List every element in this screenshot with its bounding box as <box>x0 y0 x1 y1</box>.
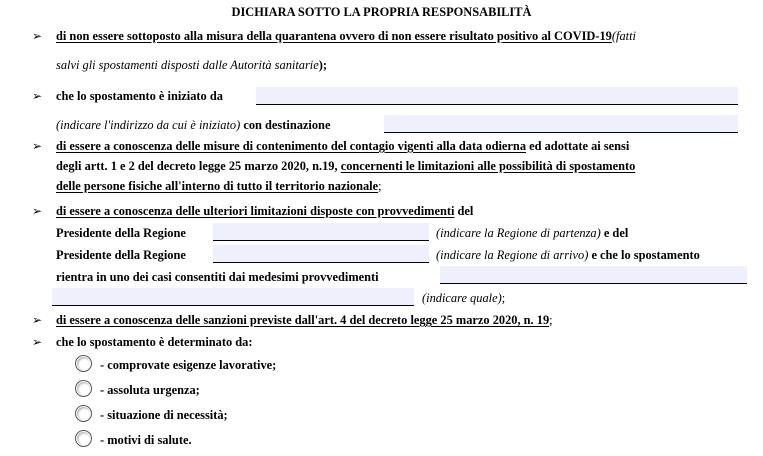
origin-hint: (indicare l'indirizzo da cui è iniziato) <box>56 118 241 132</box>
containment-line-2 <box>56 158 635 174</box>
radio-urgency[interactable] <box>75 380 92 397</box>
option-necessity-label: - situazione di necessità; <box>100 408 228 422</box>
page-title: DICHIARA SOTTO LA PROPRIA RESPONSABILITÀ <box>231 5 532 19</box>
sanctions-text: di essere a conoscenza delle sanzioni previste dall'art. 4 del decreto legge 25 marzo 2020, n. 19 <box>56 313 550 327</box>
quarantine-note-text: salvi gli spostamenti disposti dalle Autorità sanitarie <box>56 58 319 72</box>
further-limitations-text: di essere a conoscenza delle ulteriori limitazioni disposte con provvedimenti <box>56 204 455 218</box>
containment-line-1 <box>56 138 629 154</box>
quarantine-note-start: (fatti <box>611 29 636 43</box>
bullet-icon: ➢ <box>32 89 43 103</box>
radio-health[interactable] <box>75 430 92 447</box>
origin-address-input[interactable] <box>256 87 738 105</box>
radio-necessity[interactable] <box>75 405 92 422</box>
e-del-text: e del <box>603 226 629 240</box>
territory-text: delle persone fisiche all'interno di tutto il territorio nazionale <box>56 179 379 193</box>
allowed-case-end: ; <box>501 291 506 305</box>
departure-region-label: Presidente della Regione <box>56 226 186 240</box>
containment-end: ; <box>378 179 382 193</box>
departure-region-hint: (indicare la Regione di partenza) <box>436 226 601 240</box>
quarantine-statement-text: di non essere sottoposto alla misura della quarantena ovvero di non essere risultato positivo al COVID-19 <box>56 29 612 43</box>
quarantine-statement <box>56 28 636 44</box>
decree-reference: degli artt. 1 e 2 del decreto legge 25 marzo 2020, n.19, <box>56 159 338 173</box>
reason-label: che lo spostamento è determinato da: <box>56 335 253 349</box>
arrival-region-input[interactable] <box>213 245 429 263</box>
bullet-icon: ➢ <box>32 204 43 218</box>
quarantine-note <box>56 57 327 73</box>
destination-input[interactable] <box>384 115 738 133</box>
origin-hint-line <box>56 117 330 133</box>
allowed-cases-label: rientra in uno dei casi consentiti dai medesimi provvedimenti <box>56 270 379 284</box>
option-health-label: - motivi di salute. <box>100 433 192 447</box>
quarantine-note-end: ); <box>318 58 328 72</box>
allowed-case-hint-line <box>422 290 505 306</box>
containment-text: ed adottate ai sensi <box>529 139 630 153</box>
option-urgency-label: - assoluta urgenza; <box>100 383 200 397</box>
bullet-icon: ➢ <box>32 335 43 349</box>
further-limitations-line <box>56 203 473 219</box>
option-work-label: - comprovate esigenze lavorative; <box>100 358 277 372</box>
bullet-icon: ➢ <box>32 139 43 153</box>
containment-text-underlined: di essere a conoscenza delle misure di contenimento del contagio vigenti alla data odierna <box>56 139 527 153</box>
bullet-icon: ➢ <box>32 29 43 43</box>
allowed-case-hint: (indicare quale) <box>422 291 502 305</box>
further-limitations-del: del <box>457 204 474 218</box>
sanctions-end: ; <box>549 313 553 327</box>
allowed-case-input-1[interactable] <box>440 266 747 284</box>
arrival-region-hint: (indicare la Regione di arrivo) <box>436 248 589 262</box>
departure-region-hint-line <box>436 225 628 241</box>
arrival-region-hint-line <box>436 247 700 263</box>
destination-label: con destinazione <box>243 118 331 132</box>
departure-region-input[interactable] <box>213 223 429 241</box>
travel-case-text: e che lo spostamento <box>591 248 700 262</box>
sanctions-line <box>56 312 553 328</box>
radio-work[interactable] <box>75 355 92 372</box>
allowed-case-input-2[interactable] <box>52 288 414 306</box>
origin-label: che lo spostamento è iniziato da <box>56 89 223 103</box>
containment-line-3 <box>56 178 382 194</box>
bullet-icon: ➢ <box>32 313 43 327</box>
arrival-region-label: Presidente della Regione <box>56 248 186 262</box>
limitations-text: concernenti le limitazioni alle possibilità di spostamento <box>340 159 636 173</box>
